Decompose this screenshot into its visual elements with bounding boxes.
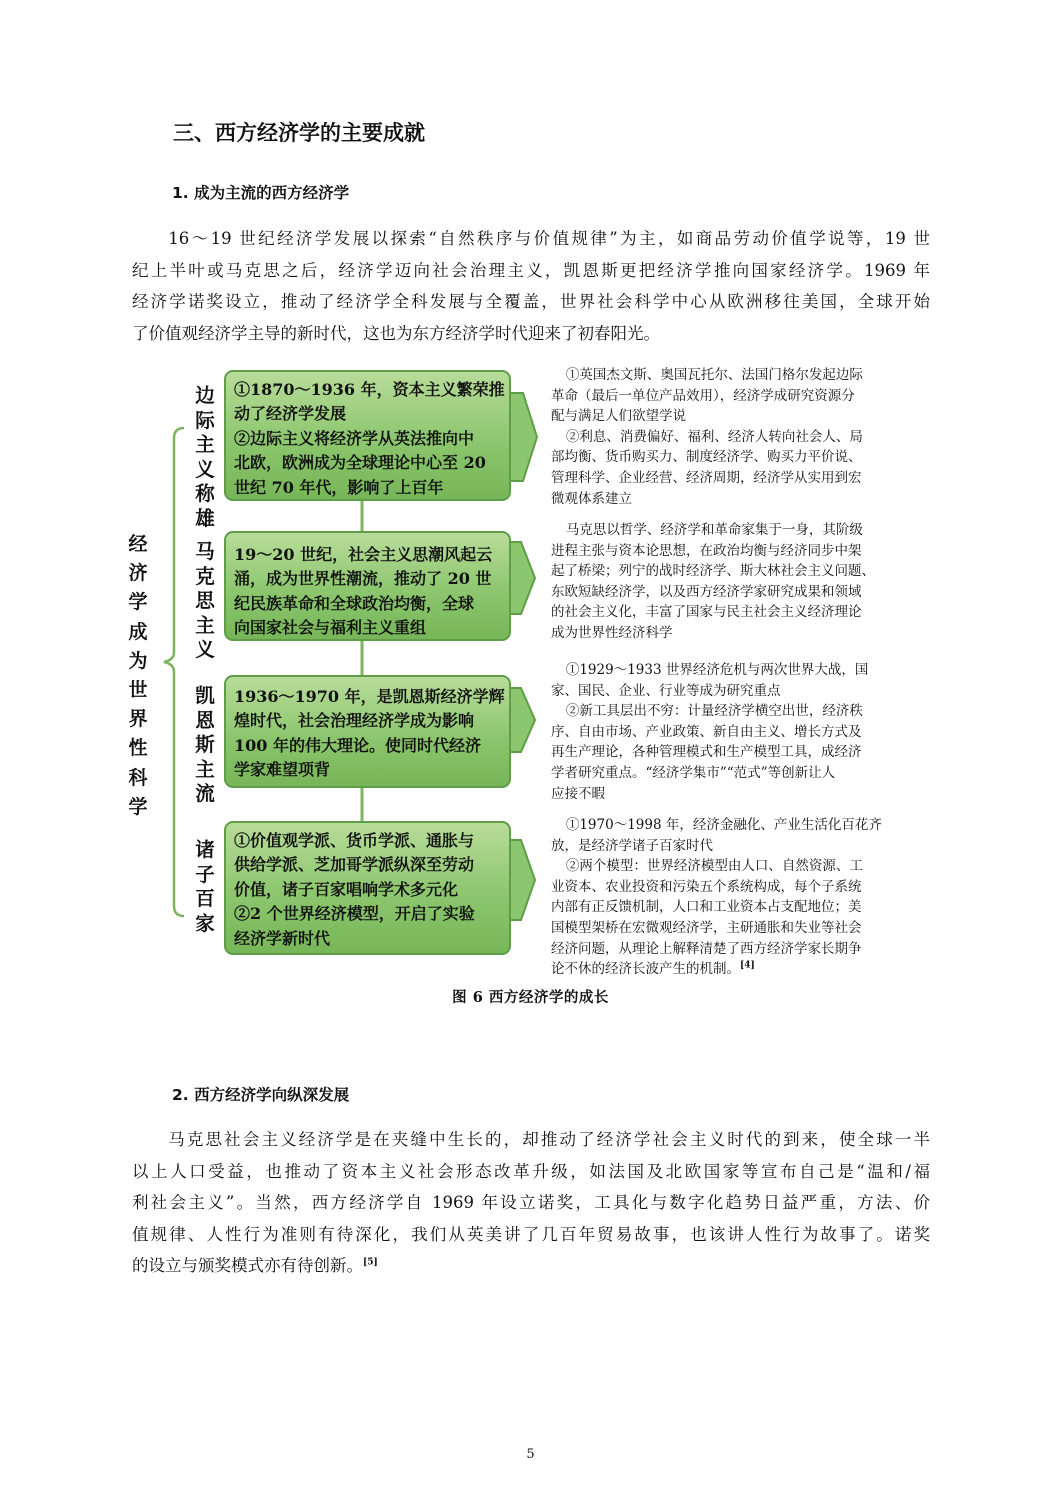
note-line: 家、国民、企业、行业等成为研究重点	[551, 682, 781, 699]
stage-notes-marginalism	[551, 365, 925, 509]
box-line: ②2 个世界经济模型，开启了实验	[234, 904, 475, 924]
stage-box-hundred-schools	[224, 821, 511, 955]
citation-ref: [5]	[363, 1257, 378, 1268]
main-label-char: 学	[128, 591, 148, 614]
page-number: 5	[526, 1447, 535, 1462]
category-char: 马	[195, 540, 215, 563]
paragraph-line: 值规律、人性行为准则有待深化，我们从英美讲了几百年贸易故事，也该讲人性行为故事了。诺奖	[132, 1224, 930, 1244]
category-char: 主	[195, 433, 215, 456]
box-line: ②边际主义将经济学从英法推向中	[234, 428, 475, 448]
paragraph-line: 纪上半叶或马克思之后，经济学迈向社会治理主义，凯恩斯更把经济学推向国家经济学。1969 年	[132, 260, 930, 280]
category-char: 雄	[195, 506, 215, 530]
arrow-shape	[509, 840, 535, 920]
box-line: ①1870～1936 年，资本主义繁荣推	[234, 380, 505, 399]
box-line: 世纪 70 年代，影响了上百年	[234, 477, 444, 497]
note-line: 应接不暇	[551, 785, 605, 802]
category-char: 思	[195, 589, 215, 612]
box-line: 涌，成为世界性潮流，推动了 20 世	[234, 569, 492, 589]
box-line: 向国家社会与福利主义重组	[234, 618, 427, 638]
category-char: 流	[195, 782, 215, 805]
main-label-char: 为	[128, 649, 148, 672]
box-line: 经济学新时代	[234, 928, 331, 948]
category-char: 家	[195, 911, 215, 935]
category-char: 主	[195, 757, 215, 781]
stage-notes-marxism	[551, 520, 925, 644]
paragraph-line: 以上人口受益，也推动了资本主义社会形态改革升级，如法国及北欧国家等宣布自己是“温和/福	[132, 1161, 930, 1181]
section-heading: 三、西方经济学的主要成就	[173, 121, 425, 145]
box-line: ①价值观学派、货币学派、通胀与	[234, 831, 475, 850]
category-char: 凯	[195, 684, 215, 707]
category-char: 百	[195, 887, 215, 910]
box-line: 100 年的伟大理论。使同时代经济	[234, 735, 481, 755]
note-line: ②两个模型：世界经济模型由人口、自然资源、工	[565, 858, 863, 875]
main-label-char: 经	[128, 533, 148, 555]
category-char: 主	[195, 613, 215, 637]
box-line: 供给学派、芝加哥学派纵深至劳动	[234, 855, 475, 875]
category-char: 际	[195, 408, 215, 432]
note-line	[551, 959, 925, 980]
box-line: 学家难望项背	[234, 760, 331, 780]
paragraph-line	[132, 1250, 930, 1282]
box-line: 煌时代，社会治理经济学成为影响	[234, 711, 475, 731]
note-line: 马克思以哲学、经济学和革命家集于一身，其阶级	[565, 522, 863, 538]
paragraph-line: 马克思社会主义经济学是在夹缝中生长的，却推动了经济学社会主义时代的到来，使全球一半	[168, 1130, 930, 1149]
category-label-hundred-schools	[190, 838, 220, 936]
category-label-marxism	[190, 540, 220, 663]
note-line: 放，是经济学诸子百家时代	[551, 837, 713, 854]
note-line: ②利息、消费偏好、福利、经济人转向社会人、局	[565, 428, 863, 445]
arrow-shape	[509, 542, 535, 614]
note-line: 微观体系建立	[551, 490, 632, 507]
box-line: 价值，诸子百家唱响学术多元化	[234, 879, 459, 899]
figure-caption: 图 6 西方经济学的成长	[452, 989, 609, 1006]
subsection-heading-2: 2. 西方经济学向纵深发展	[172, 1086, 350, 1104]
category-char: 义	[195, 457, 215, 481]
category-char: 义	[195, 638, 215, 661]
note-line: ①英国杰文斯、奥国瓦托尔、法国门格尔发起边际	[565, 367, 863, 383]
stage-notes-keynesian	[551, 660, 925, 804]
category-char: 子	[195, 862, 215, 886]
note-line: 部均衡、货币购买力、制度经济学、购买力平价说、	[551, 449, 862, 466]
brace-connector	[164, 428, 184, 916]
main-label-char: 性	[128, 737, 148, 760]
note-line: 经济问题，从理论上解释清楚了西方经济学家长期争	[551, 940, 862, 957]
category-char: 边	[195, 384, 215, 407]
note-line: 的社会主义化，丰富了国家与民主社会主义经济理论	[551, 604, 862, 621]
note-line: 革命（最后一单位产品效用），经济学成研究资源分	[551, 387, 855, 404]
note-line: ①1970～1998 年，经济金融化、产业生活化百花齐	[565, 817, 882, 833]
category-char: 克	[195, 564, 215, 588]
paragraph-line: 经济学诺奖设立，推动了经济学全科发展与全覆盖，世界社会科学中心从欧洲移往美国，全球开始	[132, 292, 930, 311]
box-line: 北欧，欧洲成为全球理论中心至 20	[234, 453, 486, 473]
paragraph-2	[132, 1124, 930, 1282]
note-line: 再生产理论，各种管理模式和生产模型工具，成经济	[551, 744, 862, 761]
arrow-shape	[509, 393, 537, 481]
main-label	[126, 530, 150, 822]
main-label-char: 世	[128, 679, 148, 702]
stage-box-marxism	[224, 531, 511, 641]
category-label-marginalism	[190, 384, 220, 531]
note-line: 配与满足人们欲望学说	[551, 408, 686, 425]
main-label-char: 界	[128, 708, 148, 731]
paragraph-text: 的设立与颁奖模式亦有待创新。	[132, 1256, 363, 1275]
category-char: 称	[195, 482, 215, 505]
note-line: 学者研究重点。“经济学集市”“范式”等创新让人	[551, 764, 836, 781]
note-line: ①1929～1933 世界经济危机与两次世界大战，国	[565, 662, 869, 678]
category-label-keynesian	[190, 684, 220, 807]
citation-ref: [4]	[740, 960, 755, 971]
note-line: 起了桥梁；列宁的战时经济学、斯大林社会主义问题、	[551, 563, 875, 580]
category-char: 恩	[195, 708, 215, 732]
category-char: 斯	[195, 733, 215, 756]
paragraph-line: 16～19 世纪经济学发展以探索“自然秩序与价值规律”为主，如商品劳动价值学说等，19 世	[168, 229, 930, 248]
stage-box-marginalism	[224, 370, 511, 501]
category-char: 诸	[195, 838, 215, 861]
note-line: 内部有正反馈机制，人口和工业资本占支配地位；美	[551, 899, 862, 916]
note-line: 序、自由市场、产业政策、新自由主义、增长方式及	[551, 723, 862, 740]
main-label-char: 学	[128, 795, 148, 818]
stage-notes-hundred-schools	[551, 815, 925, 980]
box-line: 1936～1970 年，是凯恩斯经济学辉	[234, 687, 505, 706]
box-line: 纪民族革命和全球政治均衡，全球	[234, 593, 475, 613]
main-label-char: 济	[128, 562, 148, 585]
note-line: 进程主张与资本论思想，在政治均衡与经济同步中架	[551, 542, 862, 559]
main-label-char: 科	[128, 766, 148, 789]
note-line: 管理科学、企业经营、经济周期，经济学从实用到宏	[551, 469, 862, 486]
paragraph-line: 利社会主义”。当然，西方经济学自 1969 年设立诺奖，工具化与数字化趋势日益严重，方法、价	[132, 1193, 930, 1212]
note-text: 论不休的经济长波产生的机制。	[551, 961, 740, 978]
note-line: 东欧短缺经济学，以及西方经济学家研究成果和领域	[551, 583, 862, 600]
subsection-heading-1: 1. 成为主流的西方经济学	[172, 184, 350, 202]
note-line: ②新工具层出不穷：计量经济学横空出世，经济秩	[565, 703, 863, 720]
arrow-shape	[509, 688, 535, 752]
note-line: 成为世界性经济科学	[551, 624, 673, 641]
box-line: 动了经济学发展	[234, 404, 347, 424]
stage-box-keynesian	[224, 675, 511, 788]
paragraph-line: 了价值观经济学主导的新时代，这也为东方经济学时代迎来了初春阳光。	[132, 323, 660, 343]
main-label-char: 成	[128, 620, 148, 643]
note-line: 业资本、农业投资和污染五个系统构成，每个子系统	[551, 878, 862, 895]
box-line: 19～20 世纪，社会主义思潮风起云	[234, 545, 493, 564]
note-line: 国模型架桥在宏微观经济学，主研通胀和失业等社会	[551, 919, 862, 936]
